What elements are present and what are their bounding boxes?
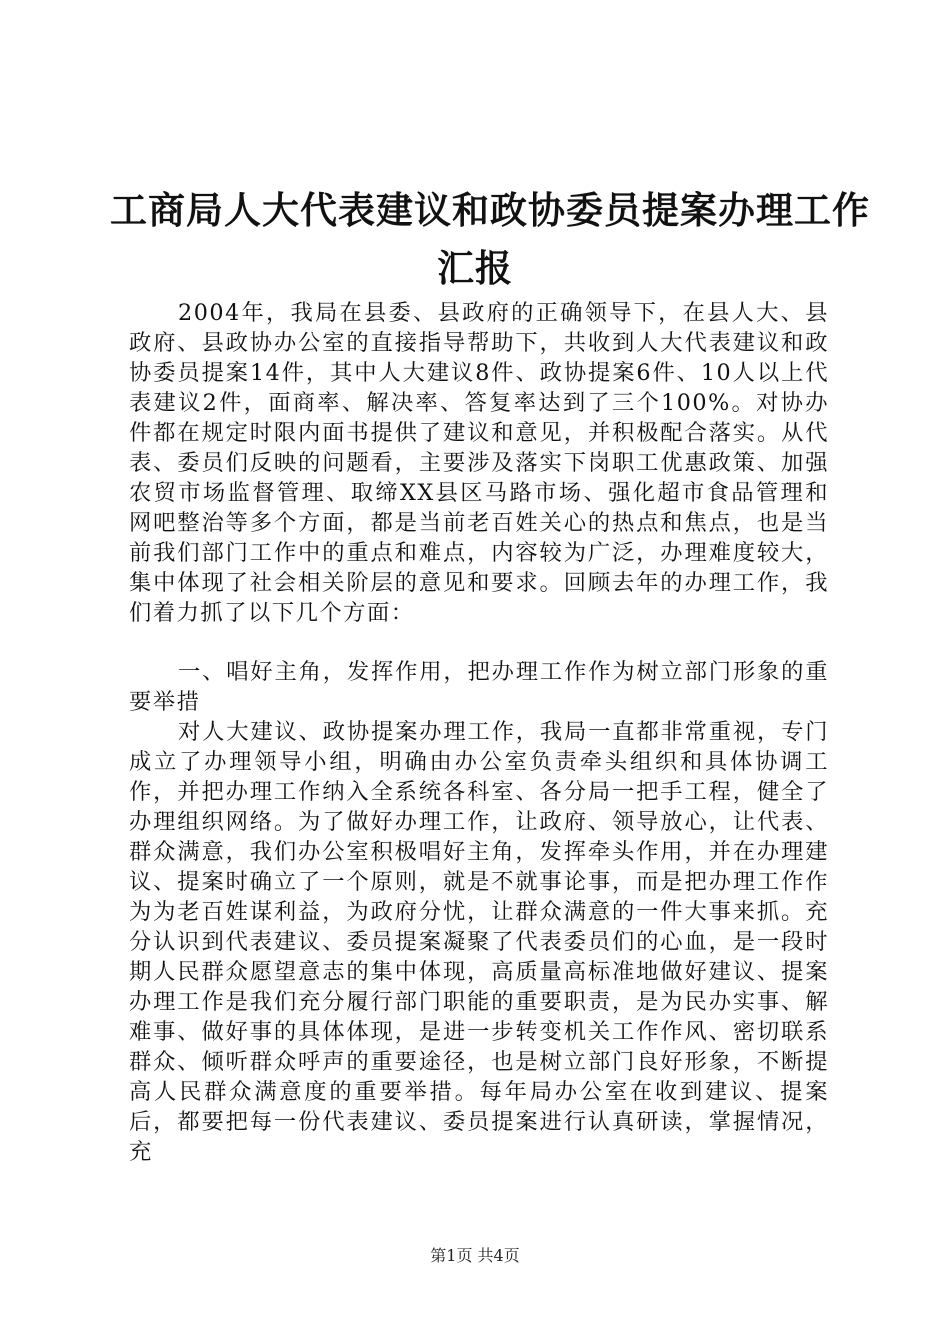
document-title-line-2: 汇报 — [437, 246, 513, 290]
document-body — [129, 298, 829, 1167]
page-footer: 第1页 共4页 — [430, 1246, 520, 1265]
document-title-line-1: 工商局人大代表建议和政协委员提案办理工作 — [110, 188, 870, 232]
paragraph-intro: 2004年，我局在县委、县政府的正确领导下，在县人大、县政府、县政协办公室的直接指导帮助下，共收到人大代表建议和政协委员提案14件，其中人大建议8件、政协提案6件、10人以上代表建议2件，面商率、解决率、答复率达到了三个100%。对协办件都在规定时限内面书提供了建议和意见，并积极配合落实。从代表、委员们反映的问题看，主要涉及落实下岗职工优惠政策、加强农贸市场监督管理、取缔XX县区马路市场、强化超市食品管理和网吧整治等多个方面，都是当前老百姓关心的热点和焦点，也是当前我们部门工作中的重点和难点，内容较为广泛，办理难度较大，集中体现了社会相关阶层的意见和要求。回顾去年的办理工作，我们着力抓了以下几个方面： — [129, 300, 829, 626]
paragraph-section-1: 对人大建议、政协提案办理工作，我局一直都非常重视，专门成立了办理领导小组，明确由办公室负责牵头组织和具体协调工作，并把办理工作纳入全系统各科室、各分局一把手工程，健全了办理组织网络。为了做好办理工作，让政府、领导放心，让代表、群众满意，我们办公室积极唱好主角，发挥牵头作用，并在办理建议、提案时确立了一个原则，就是不就事论事，而是把办理工作作为为老百姓谋利益，为政府分忧，让群众满意的一件大事来抓。充分认识到代表建议、委员提案凝聚了代表委员们的心血，是一段时期人民群众愿望意志的集中体现，高质量高标准地做好建议、提案办理工作是我们充分履行部门职能的重要职责，是为民办实事、解难事、做好事的具体体现，是进一步转变机关工作作风、密切联系群众、倾听群众呼声的重要途径，也是树立部门良好形象，不断提高人民群众满意度的重要举措。每年局办公室在收到建议、提案后，都要把每一份代表建议、委员提案进行认真研读，掌握情况，充 — [129, 719, 829, 1165]
section-heading-1: 一、唱好主角，发挥作用，把办理工作作为树立部门形象的重要举措 — [129, 659, 829, 715]
paragraph-gap — [129, 628, 829, 657]
